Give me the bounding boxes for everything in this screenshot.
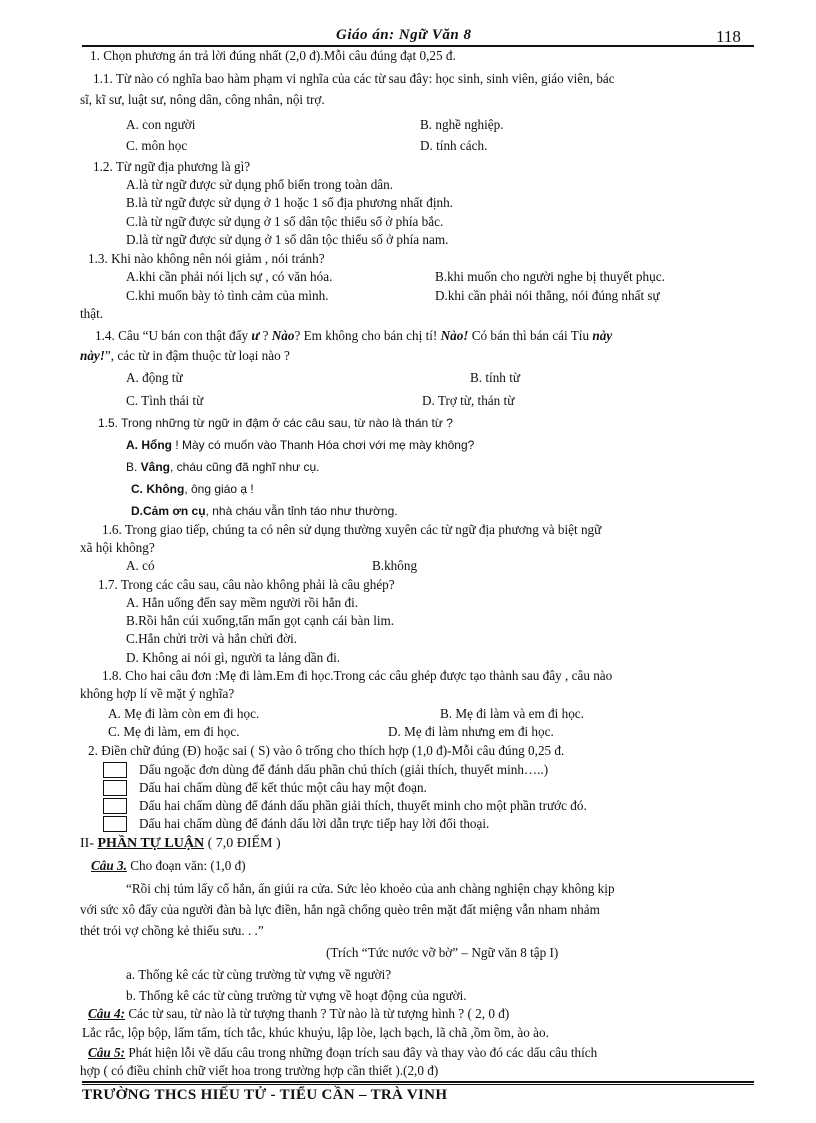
question-4-text: Câu 4: Các từ sau, từ nào là từ tượng thanh ? Từ nào là từ tượng hình ? ( 2, 0 đ) xyxy=(88,1006,510,1021)
q1-4-option-a: A. động từ xyxy=(126,370,183,385)
q1-6-option-b: B.không xyxy=(372,558,418,573)
q1-4-option-d: D. Trợ từ, thán từ xyxy=(422,393,515,408)
quote-line-2: với sức xô đẩy của người đàn bà lực điền, hắn ngã chổng quèo trên mặt đất miệng vẫn nham nhảm xyxy=(80,902,600,917)
quote-line-1: “Rồi chị túm lấy cổ hắn, ấn giúi ra cửa. Sức lẻo khoẻo của anh chàng nghiện chạy không kịp xyxy=(126,881,615,896)
q1-7-option-d: D. Không ai nói gì, người ta lảng dần đi. xyxy=(126,650,341,665)
q1-1-option-b: B. nghề nghiệp. xyxy=(420,117,504,132)
question-1-1-text-cont: sĩ, kĩ sư, luật sư, nông dân, công nhân, nội trợ. xyxy=(80,92,325,107)
answer-box-2[interactable] xyxy=(103,780,127,796)
document-header-title: Giáo án: Ngữ Văn 8 xyxy=(336,27,472,43)
q2-statement-4: Dấu hai chấm dùng để đánh dấu lời dẫn trực tiếp hay lời đối thoại. xyxy=(139,816,490,831)
question-1-2-text: 1.2. Từ ngữ địa phương là gì? xyxy=(93,159,251,174)
q1-7-option-a: A. Hắn uống đến say mềm người rồi hắn đi. xyxy=(126,595,359,610)
page-number: 118 xyxy=(716,27,741,46)
q1-1-option-d: D. tính cách. xyxy=(420,138,488,153)
question-1-8-text: 1.8. Cho hai câu đơn :Mẹ đi làm.Em đi học.Trong các câu ghép được tạo thành sau đây , câu nào xyxy=(102,668,613,683)
q1-3-option-b: B.khi muốn cho người nghe bị thuyết phục. xyxy=(435,269,665,284)
school-footer: TRƯỜNG THCS HIẾU TỬ - TIỂU CẦN – TRÀ VINH xyxy=(82,1087,448,1103)
q1-7-option-c: C.Hắn chửi trời và hắn chửi đời. xyxy=(126,631,298,646)
question-1-7-text: 1.7. Trong các câu sau, câu nào không phải là câu ghép? xyxy=(98,577,395,592)
q1-7-option-b: B.Rồi hắn cúi xuống,tẩn mẩn gọt cạnh cái bàn lim. xyxy=(126,613,395,628)
answer-box-3[interactable] xyxy=(103,798,127,814)
q1-8-option-c: C. Mẹ đi làm, em đi học. xyxy=(108,724,240,739)
q1-5-option-a: A. Hổng ! Mày có muốn vào Thanh Hóa chơi với mẹ mày không? xyxy=(126,438,475,452)
q1-4-option-b: B. tính từ xyxy=(470,370,521,385)
question-2-text: 2. Điền chữ đúng (Đ) hoặc sai ( S) vào ô trống cho thích hợp (1,0 đ)-Mỗi câu đúng 0,25 đ. xyxy=(88,743,565,758)
q1-6-option-a: A. có xyxy=(126,558,155,573)
question-5-text-cont: hợp ( có điều chỉnh chữ viết hoa trong trường hợp cần thiết ).(2,0 đ) xyxy=(80,1063,439,1078)
question-4-word-list: Lắc rắc, lộp bộp, lấm tấm, tích tắc, khúc khuỷu, lập lòe, lạch bạch, lã chã ,ồm ồm, ào ào. xyxy=(82,1025,549,1040)
question-5-label: Câu 5: xyxy=(88,1045,126,1060)
answer-box-1[interactable] xyxy=(103,762,127,778)
q1-5-option-d: D.Cảm ơn cụ, nhà cháu vẫn tỉnh táo như thường. xyxy=(131,504,398,518)
section-2-heading: II- PHẦN TỰ LUẬN ( 7,0 ĐIỂM ) xyxy=(80,836,281,851)
q1-5-option-c: C. Không, ông giáo ạ ! xyxy=(131,482,254,496)
q1-2-option-b: B.là từ ngữ được sử dụng ở 1 hoặc 1 số địa phương nhất định. xyxy=(126,195,453,210)
q1-4-option-c: C. Tình thái từ xyxy=(126,393,204,408)
question-1-3-text: 1.3. Khi nào không nên nói giảm , nói tránh? xyxy=(88,251,325,266)
question-5-text: Câu 5: Phát hiện lỗi về dấu câu trong những đoạn trích sau đây và thay vào đó các dấu câu thích xyxy=(88,1045,598,1060)
question-1-6-text: 1.6. Trong giao tiếp, chúng ta có nên sử dụng thường xuyên các từ ngữ địa phương và biệt ngữ xyxy=(102,522,602,537)
q1-2-option-c: C.là từ ngữ được sử dụng ở 1 số dân tộc thiểu số ở phía bắc. xyxy=(126,214,444,229)
question-1-1-text: 1.1. Từ nào có nghĩa bao hàm phạm vi nghĩa của các từ sau đây: học sinh, sinh viên, giáo viên, bác xyxy=(93,71,615,86)
q1-2-option-d: D.là từ ngữ được sử dụng ở 1 số dân tộc thiểu số ở phía nam. xyxy=(126,232,449,247)
question-3-label: Câu 3. xyxy=(91,858,127,873)
q1-3-option-d: D.khi cần phải nói thẳng, nói đúng nhất sự xyxy=(435,288,660,303)
footer-rule-bottom xyxy=(82,1084,754,1085)
q1-8-option-a: A. Mẹ đi làm còn em đi học. xyxy=(108,706,260,721)
q2-statement-1: Dấu ngoặc đơn dùng để đánh dấu phần chú thích (giải thích, thuyết minh…..) xyxy=(139,762,549,777)
q2-statement-3: Dấu hai chấm dùng để đánh dấu phần giải thích, thuyết minh cho một phần trước đó. xyxy=(139,798,587,813)
q1-3-option-c: C.khi muốn bày tỏ tình cảm của mình. xyxy=(126,288,329,303)
bold-word-nao-2: Nào! xyxy=(440,328,469,343)
question-1-4-text: 1.4. Câu “U bán con thật đấy ư ? Nào? Em không cho bán chị tí! Nào! Có bán thì bán cái Tỉu này xyxy=(95,328,613,343)
q1-5-option-b: B. Vâng, cháu cũng đã nghĩ như cụ. xyxy=(126,460,320,474)
header-rule xyxy=(82,45,754,47)
q1-8-option-d: D. Mẹ đi làm nhưng em đi học. xyxy=(388,724,554,739)
question-4-label: Câu 4: xyxy=(88,1006,126,1021)
quote-line-3: thét trói vợ chồng kẻ thiếu sưu. . .” xyxy=(80,923,264,938)
q1-3-option-a: A.khi cần phải nói lịch sự , có văn hóa. xyxy=(126,269,333,284)
question-1-8-text-cont: không hợp lí về mặt ý nghĩa? xyxy=(80,686,235,701)
footer-rule-top xyxy=(82,1081,754,1083)
q1-3-option-d-cont: thật. xyxy=(80,306,104,321)
bold-word-nao-1: Nào xyxy=(271,328,295,343)
section-1-intro: 1. Chọn phương án trả lời đúng nhất (2,0 đ).Mỗi câu đúng đạt 0,25 đ. xyxy=(90,48,456,63)
question-1-4-text-cont: này!”, các từ in đậm thuộc từ loại nào ? xyxy=(80,348,290,363)
question-1-6-text-cont: xã hội không? xyxy=(80,540,155,555)
q2-statement-2: Dấu hai chấm dùng để kết thúc một câu hay một đoạn. xyxy=(139,780,427,795)
bold-word-u: ư xyxy=(251,328,260,343)
q1-2-option-a: A.là từ ngữ được sử dụng phổ biến trong toàn dân. xyxy=(126,177,394,192)
bold-word-nay-1: này xyxy=(592,328,613,343)
bold-word-nay-2: này! xyxy=(80,348,105,363)
answer-box-4[interactable] xyxy=(103,816,127,832)
quote-source: (Trích “Tức nước vỡ bờ” – Ngữ văn 8 tập I) xyxy=(326,945,559,960)
question-1-5-text: 1.5. Trong những từ ngữ in đậm ở các câu sau, từ nào là thán từ ? xyxy=(98,416,453,430)
q1-1-option-a: A. con người xyxy=(126,117,196,132)
q1-8-option-b: B. Mẹ đi làm và em đi học. xyxy=(440,706,584,721)
q1-1-option-c: C. môn học xyxy=(126,138,188,153)
question-3-part-a: a. Thống kê các từ cùng trường từ vựng về người? xyxy=(126,967,392,982)
question-3-text: Câu 3. Cho đoạn văn: (1,0 đ) xyxy=(91,858,246,873)
question-3-part-b: b. Thống kê các từ cùng trường từ vựng về hoạt động của người. xyxy=(126,988,467,1003)
